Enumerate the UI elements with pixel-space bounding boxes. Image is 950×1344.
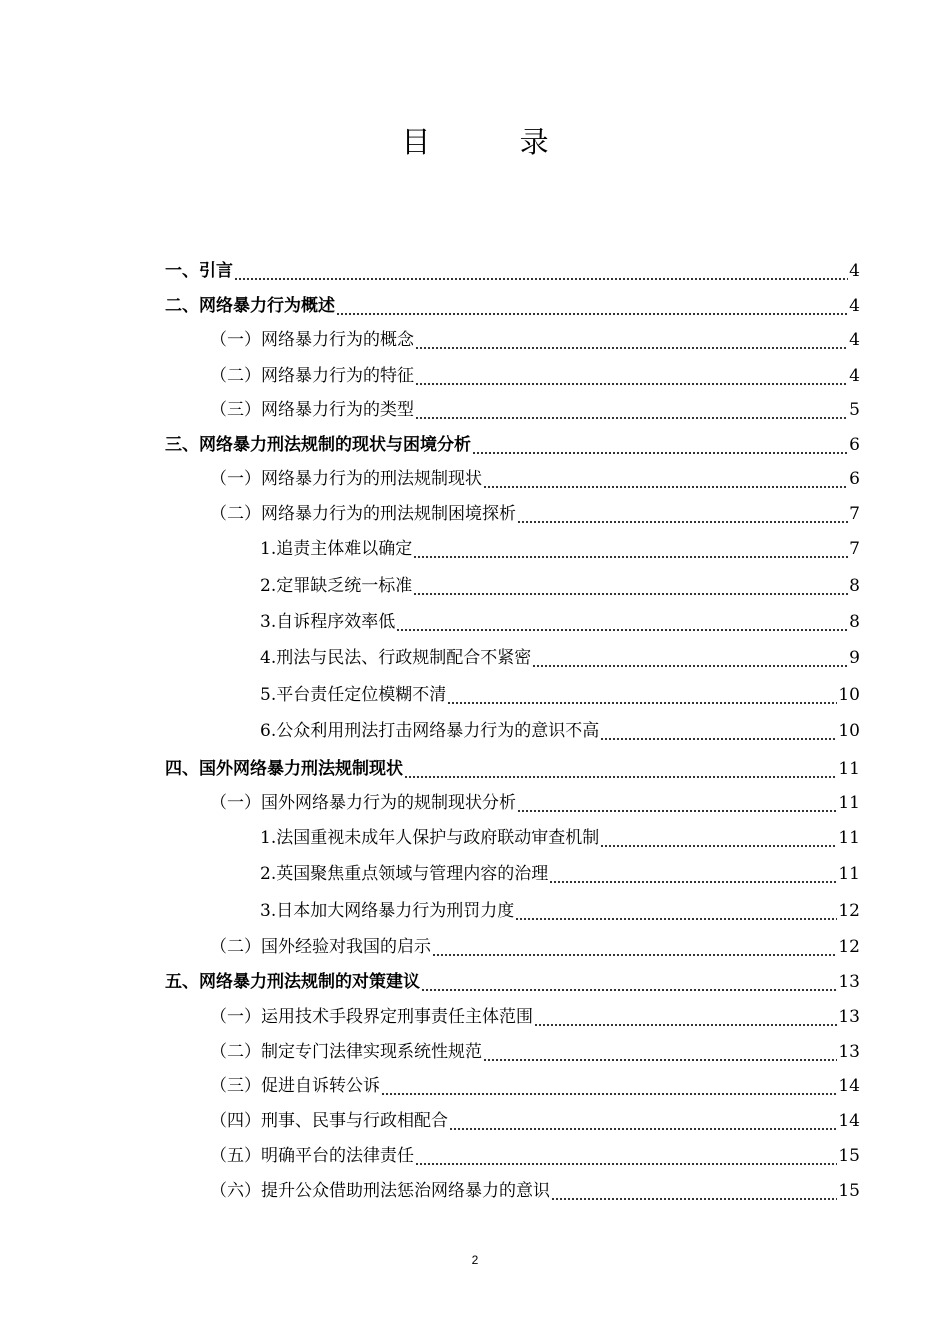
toc-entry-title: （一）运用技术手段界定刑事责任主体范围 (210, 1007, 533, 1027)
toc-entry-title: 4.刑法与民法、行政规制配合不紧密 (260, 648, 532, 668)
toc-entry[interactable] (165, 754, 860, 780)
toc-entry[interactable] (210, 1176, 860, 1202)
toc-entry[interactable] (210, 932, 860, 958)
toc-entry-title: 五、网络暴力刑法规制的对策建议 (165, 972, 420, 992)
toc-entry-page: 9 (849, 648, 860, 668)
dot-leader (381, 1075, 837, 1097)
toc-entry-title: 三、网络暴力刑法规制的现状与困境分析 (165, 435, 471, 455)
toc-entry-page: 7 (849, 504, 860, 524)
dot-leader (483, 468, 848, 490)
toc-entry[interactable] (165, 430, 860, 456)
toc-entry[interactable] (260, 896, 860, 922)
toc-entry-title: 3.自诉程序效率低 (260, 612, 396, 632)
page-number: 2 (471, 1253, 479, 1267)
dot-leader (534, 1006, 837, 1028)
toc-entry[interactable] (210, 1071, 860, 1097)
toc-entry-page: 7 (849, 539, 860, 559)
toc-entry-title: （二）网络暴力行为的特征 (210, 366, 414, 386)
dot-leader (549, 863, 837, 885)
toc-entry[interactable] (210, 464, 860, 490)
toc-entry-page: 11 (838, 864, 860, 884)
dot-leader (600, 720, 837, 742)
toc-entry-page: 4 (849, 296, 860, 316)
toc-entry[interactable] (260, 823, 860, 849)
dot-leader (421, 971, 837, 993)
toc-entry-page: 13 (838, 972, 860, 992)
toc-entry[interactable] (165, 256, 860, 282)
toc-entry-title: 一、引言 (165, 261, 233, 281)
dot-leader (515, 900, 837, 922)
toc-entry[interactable] (260, 716, 860, 742)
dot-leader (415, 365, 848, 387)
toc-entry-title: （二）制定专门法律实现系统性规范 (210, 1042, 482, 1062)
dot-leader (472, 434, 848, 456)
toc-entry-title: （四）刑事、民事与行政相配合 (210, 1111, 448, 1131)
toc-entry-title: 3.日本加大网络暴力行为刑罚力度 (260, 901, 515, 921)
dot-leader (234, 260, 848, 282)
toc-entry-title: （三）促进自诉转公诉 (210, 1076, 380, 1096)
toc-entry[interactable] (165, 291, 860, 317)
toc-entry-title: （五）明确平台的法律责任 (210, 1146, 414, 1166)
dot-leader (600, 827, 837, 849)
toc-entry-page: 4 (849, 261, 860, 281)
dot-leader (517, 792, 837, 814)
toc-entry[interactable] (210, 1002, 860, 1028)
dot-leader (404, 758, 837, 780)
toc-entry-page: 14 (838, 1111, 860, 1131)
dot-leader (432, 936, 837, 958)
toc-entry[interactable] (260, 680, 860, 706)
toc-entry-title: 1.法国重视未成年人保护与政府联动审查机制 (260, 828, 600, 848)
toc-entry[interactable] (260, 643, 860, 669)
toc-entry-title: （六）提升公众借助刑法惩治网络暴力的意识 (210, 1181, 550, 1201)
toc-entry[interactable] (260, 571, 860, 597)
toc-entry-page: 14 (838, 1076, 860, 1096)
toc-title: 目 录 (401, 125, 589, 159)
dot-leader (415, 329, 848, 351)
toc-entry-page: 12 (838, 937, 860, 957)
toc-entry-page: 4 (849, 330, 860, 350)
dot-leader (551, 1180, 837, 1202)
toc-entry[interactable] (210, 325, 860, 351)
dot-leader (532, 647, 848, 669)
dot-leader (449, 1110, 837, 1132)
toc-entry-title: （一）网络暴力行为的概念 (210, 330, 414, 350)
toc-entry-page: 13 (838, 1007, 860, 1027)
toc-entry-page: 12 (838, 901, 860, 921)
toc-entry[interactable] (210, 1037, 860, 1063)
dot-leader (413, 538, 848, 560)
toc-entry-title: （二）国外经验对我国的启示 (210, 937, 431, 957)
toc-entry-page: 11 (838, 759, 860, 779)
toc-entry[interactable] (210, 1106, 860, 1132)
toc-entry[interactable] (210, 1141, 860, 1167)
toc-entry[interactable] (260, 859, 860, 885)
toc-entry-page: 8 (849, 576, 860, 596)
toc-entry-page: 8 (849, 612, 860, 632)
toc-entry-title: 二、网络暴力行为概述 (165, 296, 335, 316)
toc-entry-title: 5.平台责任定位模糊不清 (260, 685, 447, 705)
toc-entry-page: 15 (838, 1181, 860, 1201)
toc-entry-page: 13 (838, 1042, 860, 1062)
toc-entry[interactable] (210, 395, 860, 421)
toc-entry[interactable] (165, 967, 860, 993)
toc-entry-page: 6 (849, 469, 860, 489)
toc-entry-title: 四、国外网络暴力刑法规制现状 (165, 759, 403, 779)
toc-entry-title: （一）国外网络暴力行为的规制现状分析 (210, 793, 516, 813)
toc-entry-title: 6.公众利用刑法打击网络暴力行为的意识不高 (260, 721, 600, 741)
toc-entry-page: 10 (838, 721, 860, 741)
dot-leader (517, 503, 848, 525)
toc-entry-page: 4 (849, 366, 860, 386)
toc-entry-page: 15 (838, 1146, 860, 1166)
dot-leader (396, 611, 848, 633)
toc-entry[interactable] (210, 499, 860, 525)
dot-leader (415, 1145, 837, 1167)
toc-entry-title: 2.定罪缺乏统一标准 (260, 576, 413, 596)
toc-entry-page: 11 (838, 828, 860, 848)
toc-entry-page: 5 (849, 400, 860, 420)
toc-entry[interactable] (210, 788, 860, 814)
toc-entry-page: 11 (838, 793, 860, 813)
toc-entry[interactable] (210, 361, 860, 387)
toc-entry-title: 2.英国聚焦重点领域与管理内容的治理 (260, 864, 549, 884)
toc-entry[interactable] (260, 534, 860, 560)
dot-leader (336, 295, 848, 317)
toc-entry-title: （二）网络暴力行为的刑法规制困境探析 (210, 504, 516, 524)
toc-entry-title: （一）网络暴力行为的刑法规制现状 (210, 469, 482, 489)
toc-entry-title: （三）网络暴力行为的类型 (210, 400, 414, 420)
toc-entry[interactable] (260, 607, 860, 633)
dot-leader (415, 399, 848, 421)
dot-leader (483, 1041, 837, 1063)
dot-leader (447, 684, 837, 706)
toc-entry-page: 10 (838, 685, 860, 705)
toc-entry-title: 1.追责主体难以确定 (260, 539, 413, 559)
dot-leader (413, 575, 848, 597)
toc-entry-page: 6 (849, 435, 860, 455)
